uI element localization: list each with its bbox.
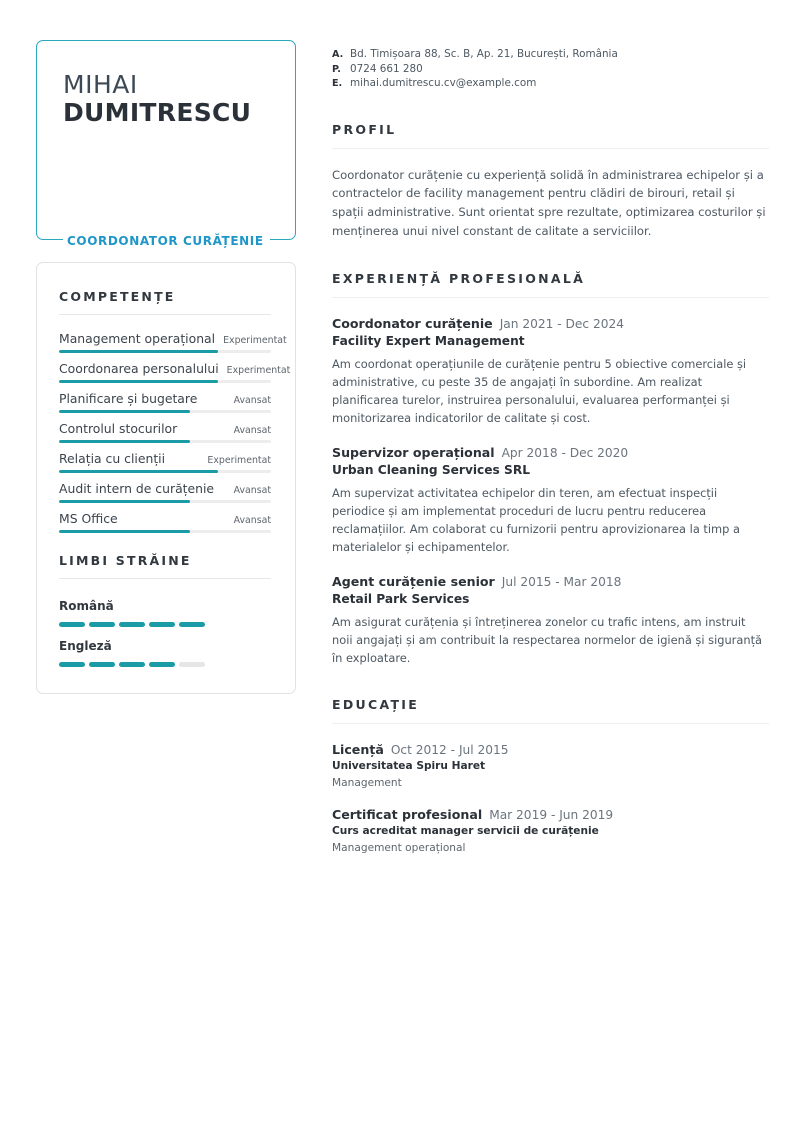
experience-entry-header — [332, 574, 769, 589]
languages-divider — [59, 578, 271, 579]
sidebar-card — [36, 262, 296, 694]
skill-progress-track — [59, 350, 271, 353]
profile-section — [332, 122, 769, 241]
language-level-dash — [119, 662, 145, 667]
language-level-dash — [89, 662, 115, 667]
experience-organization: Retail Park Services — [332, 591, 470, 606]
skill-name: Audit intern de curățenie — [59, 481, 215, 496]
experience-entry — [332, 574, 769, 667]
education-entry-header — [332, 742, 769, 757]
skill-row — [59, 473, 271, 503]
skill-label-line — [59, 391, 271, 410]
skill-level: Avansat — [233, 395, 271, 406]
experience-divider — [332, 297, 769, 298]
skill-progress-track — [59, 500, 271, 503]
job-title: COORDONATOR CURĂȚENIE — [67, 234, 264, 249]
skill-label-line — [59, 361, 291, 380]
skill-name: Relația cu clienții — [59, 451, 166, 466]
language-level-dash — [59, 662, 85, 667]
skill-progress-fill — [59, 350, 218, 353]
skill-progress-fill — [59, 530, 190, 533]
languages-block — [59, 553, 271, 667]
education-field: Management operațional — [332, 841, 466, 854]
contact-block — [332, 48, 769, 92]
languages-heading: LIMBI STRĂINE — [59, 553, 192, 568]
skill-label-line — [59, 511, 271, 530]
experience-dates: Apr 2018 - Dec 2020 — [501, 445, 629, 460]
skill-progress-fill — [59, 410, 190, 413]
skill-progress-track — [59, 530, 271, 533]
experience-entry-header — [332, 316, 769, 331]
sidebar-column — [36, 40, 296, 694]
language-level-dash — [179, 622, 205, 627]
skill-row — [59, 353, 291, 383]
education-entry — [332, 807, 769, 854]
education-heading: EDUCAȚIE — [332, 696, 420, 712]
education-field: Management — [332, 776, 402, 789]
skill-row — [59, 503, 271, 533]
language-level-dash — [149, 622, 175, 627]
name-card — [36, 40, 296, 249]
language-level-dash — [59, 622, 85, 627]
education-entry — [332, 742, 769, 789]
language-level-track — [59, 662, 271, 667]
experience-list — [332, 316, 769, 667]
language-level-dash — [149, 662, 175, 667]
contact-row — [332, 63, 769, 78]
language-level-dash — [89, 622, 115, 627]
experience-dates: Jan 2021 - Dec 2024 — [499, 316, 624, 331]
contact-value: mihai.dumitrescu.cv@example.com — [350, 77, 537, 89]
skill-progress-fill — [59, 470, 218, 473]
skill-level: Avansat — [233, 425, 271, 436]
language-name: Engleză — [59, 639, 112, 653]
contact-row — [332, 77, 769, 92]
skill-name: Management operațional — [59, 331, 216, 346]
education-section — [332, 697, 769, 854]
profile-heading: PROFIL — [332, 121, 397, 137]
skill-name: Planificare și bugetare — [59, 391, 198, 406]
experience-entry — [332, 316, 769, 427]
contact-value: Bd. Timișoara 88, Sc. B, Ap. 21, București, România — [350, 48, 618, 60]
profile-divider — [332, 148, 769, 149]
job-title-container — [63, 234, 270, 250]
last-name: DUMITRESCU — [63, 98, 252, 127]
experience-description: Am coordonat operațiunile de curățenie pentru 5 obiective comerciale și administrative, cu peste 35 de angajați în subordine. Am realizat planificarea turelor, instruirea personalului, evaluarea performanței și monitorizarea indicatorilor de calitate și cost. — [332, 356, 747, 425]
skill-row — [59, 323, 287, 353]
skills-list — [59, 323, 291, 533]
experience-entry — [332, 445, 769, 556]
skill-progress-track — [59, 410, 271, 413]
skill-progress-fill — [59, 380, 218, 383]
experience-dates: Jul 2015 - Mar 2018 — [501, 574, 622, 589]
skill-progress-track — [59, 440, 271, 443]
experience-description: Am asigurat curățenia și întreținerea zonelor cu trafic intens, am instruit noii angajați și am contribuit la respectarea normelor de igienă și siguranță în exploatare. — [332, 614, 763, 665]
skill-row — [59, 413, 271, 443]
experience-role: Supervizor operațional — [332, 444, 495, 460]
skill-row — [59, 383, 271, 413]
skill-label-line — [59, 331, 287, 350]
contact-value: 0724 661 280 — [350, 62, 423, 75]
experience-role: Agent curățenie senior — [332, 573, 495, 589]
contact-key: P. — [332, 63, 341, 75]
education-degree: Licență — [332, 741, 384, 757]
experience-description: Am supervizat activitatea echipelor din teren, am efectuat inspecții periodice și am implementat proceduri de lucru pentru reducerea reclamațiilor. Am colaborat cu furnizorii pentru aprovizionarea la timp a materialelor și echipamentelor. — [332, 485, 740, 554]
skill-label-line — [59, 451, 271, 470]
contact-key: E. — [332, 78, 343, 89]
education-divider — [332, 723, 769, 724]
contact-row — [332, 48, 769, 63]
skill-name: MS Office — [59, 511, 118, 526]
skill-level: Experimentat — [226, 365, 291, 376]
education-school: Curs acreditat manager servicii de curățenie — [332, 824, 599, 837]
education-degree: Certificat profesional — [332, 806, 483, 822]
education-entry-header — [332, 807, 769, 822]
contact-key: A. — [332, 49, 344, 60]
experience-organization: Facility Expert Management — [332, 333, 525, 348]
first-name: MIHAI — [63, 70, 138, 99]
skill-row — [59, 443, 271, 473]
languages-list — [59, 587, 271, 667]
education-dates: Oct 2012 - Jul 2015 — [390, 742, 509, 757]
skill-name: Coordonarea personalului — [59, 361, 219, 376]
language-level-dash — [179, 662, 205, 667]
education-list — [332, 742, 769, 854]
experience-organization: Urban Cleaning Services SRL — [332, 462, 530, 477]
skill-name: Controlul stocurilor — [59, 421, 178, 436]
experience-heading: EXPERIENȚĂ PROFESIONALĂ — [332, 270, 586, 286]
education-dates: Mar 2019 - Jun 2019 — [489, 807, 614, 822]
language-row — [59, 587, 271, 627]
language-row — [59, 627, 271, 667]
skills-heading: COMPETENȚE — [59, 289, 176, 304]
language-name: Română — [59, 599, 114, 613]
skill-level: Experimentat — [223, 335, 287, 346]
skill-progress-fill — [59, 440, 190, 443]
experience-entry-header — [332, 445, 769, 460]
education-school: Universitatea Spiru Haret — [332, 759, 486, 772]
skill-level: Avansat — [233, 515, 271, 526]
profile-text: Coordonator curățenie cu experiență solidă în administrarea echipelor și a contractelor de facility management pentru clădiri de birouri, retail și spații administrative. Sunt orientat spre rezultate, optimizarea costurilor și menținerea unui nivel constant de calitate a serviciilor. — [332, 167, 766, 238]
experience-section — [332, 271, 769, 667]
experience-role: Coordonator curățenie — [332, 315, 493, 331]
skill-progress-track — [59, 470, 271, 473]
skill-progress-fill — [59, 500, 190, 503]
skill-label-line — [59, 421, 271, 440]
skills-divider — [59, 314, 271, 315]
skill-level: Experimentat — [207, 455, 271, 466]
skill-progress-track — [59, 380, 271, 383]
skill-label-line — [59, 481, 271, 500]
language-level-dash — [119, 622, 145, 627]
main-column — [332, 48, 769, 854]
skill-level: Avansat — [233, 485, 271, 496]
